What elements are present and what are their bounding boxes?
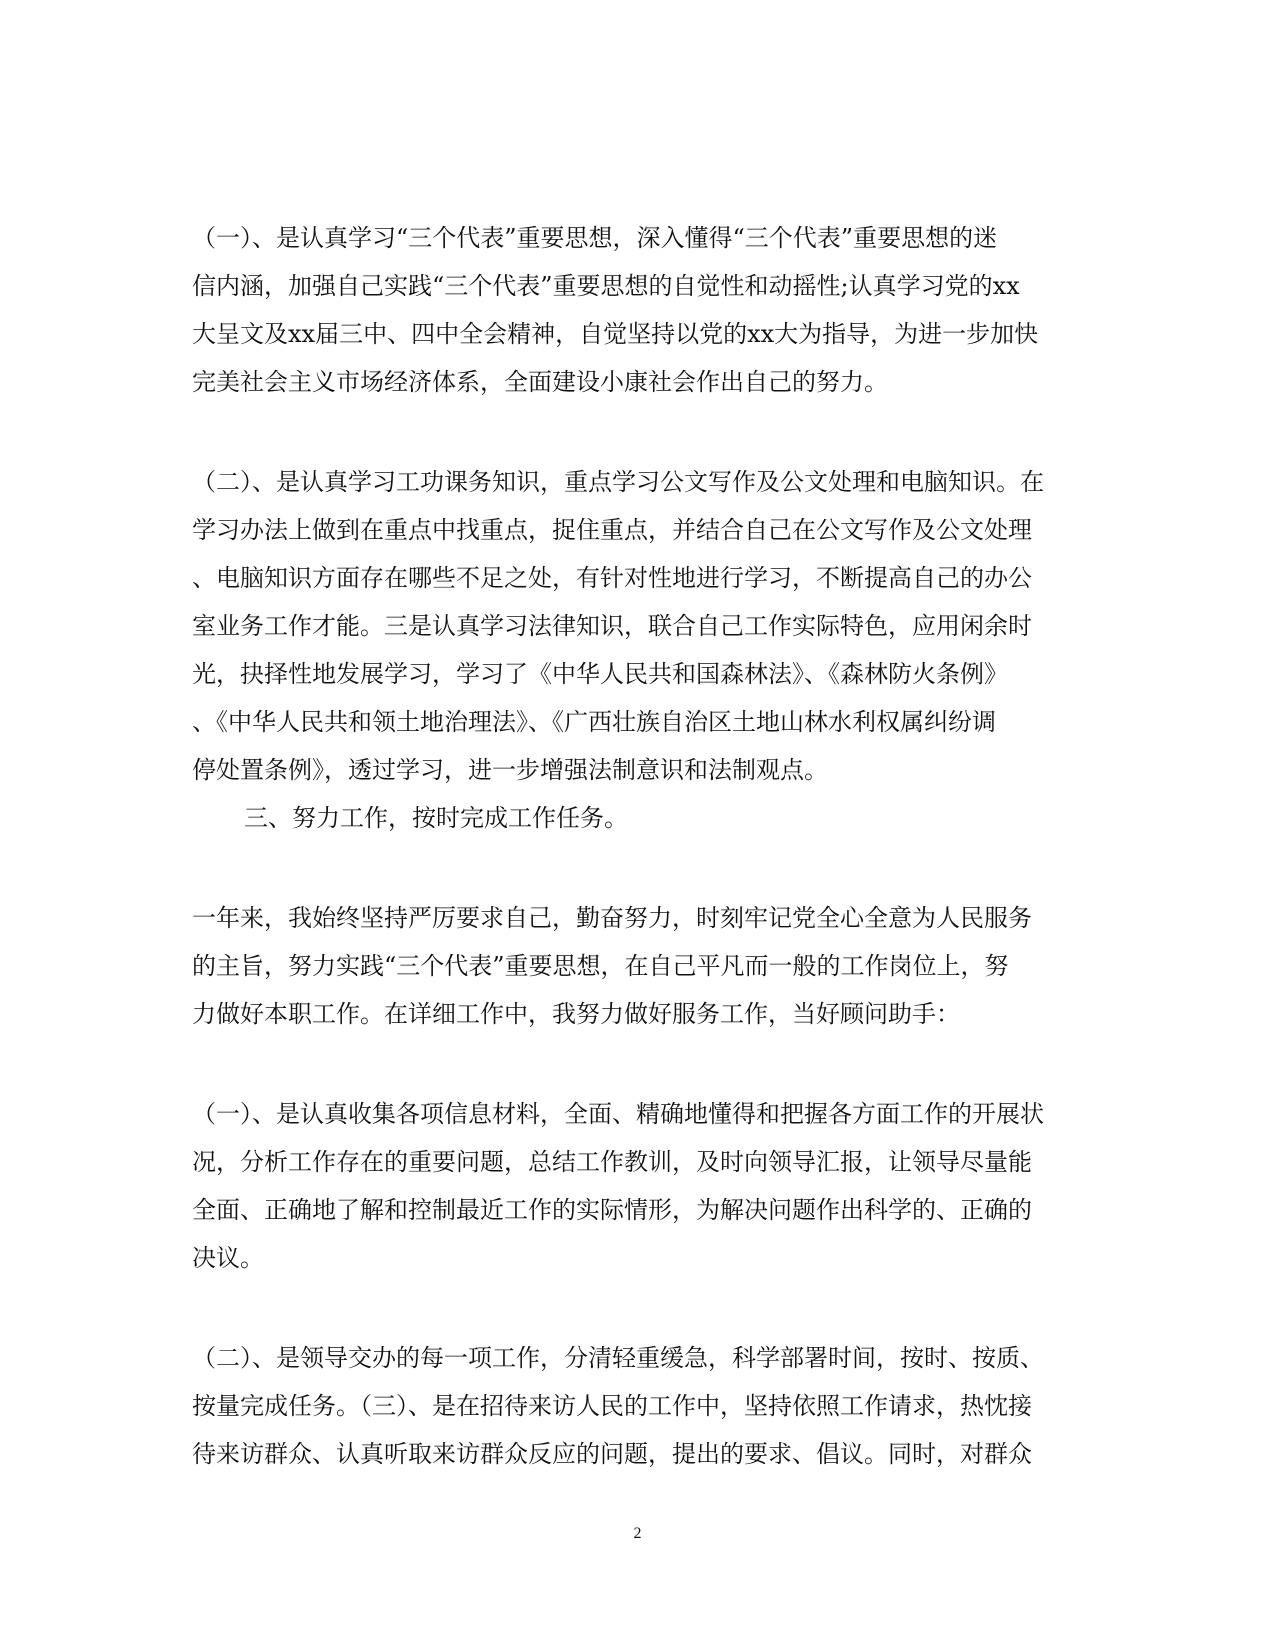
text-line: 按量完成任务。（三）、是在招待来访人民的工作中，坚持依照工作请求，热忱接: [192, 1392, 1032, 1420]
text-line: 全面、正确地了解和控制最近工作的实际情形，为解决问题作出科学的、正确的: [192, 1196, 1032, 1224]
paragraph-spacer: [192, 842, 1072, 894]
text-line: 的主旨，努力实践“三个代表”重要思想，在自己平凡而一般的工作岗位上，努: [192, 952, 1009, 980]
text-line: （二）、是认真学习工功课务知识，重点学习公文写作及公文处理和电脑知识。在: [192, 468, 1044, 496]
text-line: 决议。: [192, 1244, 264, 1272]
text-line: 待来访群众、认真听取来访群众反应的问题，提出的要求、倡议。同时，对群众: [192, 1440, 1032, 1468]
paragraph: [192, 214, 1072, 406]
paragraph-spacer: [192, 1038, 1072, 1090]
text-line: 完美社会主义市场经济体系，全面建设小康社会作出自己的努力。: [192, 368, 888, 396]
text-line: （一）、是认真收集各项信息材料，全面、精确地懂得和把握各方面工作的开展状: [192, 1100, 1044, 1128]
text-line: 光，抉择性地发展学习，学习了《中华人民共和国森林法》、《森林防火条例》: [192, 660, 1008, 688]
text-line: 、电脑知识方面存在哪些不足之处，有针对性地进行学习，不断提高自己的办公: [192, 564, 1032, 592]
text-line: 、《中华人民共和领土地治理法》、《广西壮族自治区土地山林水利权属纠纷调: [192, 708, 996, 736]
text-line: 力做好本职工作。在详细工作中，我努力做好服务工作，当好顾问助手：: [192, 1000, 960, 1028]
text-line: （一）、是认真学习“三个代表”重要思想，深入懂得“三个代表”重要思想的迷: [192, 224, 998, 252]
paragraph: [192, 1090, 1072, 1282]
text-line: 室业务工作才能。三是认真学习法律知识，联合自己工作实际特色，应用闲余时: [192, 612, 1032, 640]
text-line: 大呈文及xx届三中、四中全会精神，自觉坚持以党的xx大为指导，为进一步加快: [192, 320, 1039, 348]
text-line: 信内涵，加强自己实践“三个代表”重要思想的自觉性和动摇性;认真学习党的xx: [192, 272, 1020, 300]
paragraph: [192, 458, 1072, 794]
paragraph-spacer: [192, 406, 1072, 458]
section-heading: [192, 794, 1072, 842]
text-line: 况，分析工作存在的重要问题，总结工作教训，及时向领导汇报，让领导尽量能: [192, 1148, 1032, 1176]
page-number: 2: [633, 1525, 642, 1542]
text-line: 停处置条例》，透过学习，进一步增强法制意识和法制观点。: [192, 756, 828, 784]
text-line: （二）、是领导交办的每一项工作，分清轻重缓急，科学部署时间，按时、按质、: [192, 1344, 1044, 1372]
paragraph: [192, 894, 1072, 1038]
text-line: 三、努力工作，按时完成工作任务。: [244, 804, 628, 832]
paragraph-spacer: [192, 1282, 1072, 1334]
text-line: 一年来，我始终坚持严厉要求自己，勤奋努力，时刻牢记党全心全意为人民服务: [192, 904, 1032, 932]
document-body: [192, 214, 1072, 1478]
paragraph: [192, 1334, 1072, 1478]
text-line: 学习办法上做到在重点中找重点，捉住重点，并结合自己在公文写作及公文处理: [192, 516, 1032, 544]
